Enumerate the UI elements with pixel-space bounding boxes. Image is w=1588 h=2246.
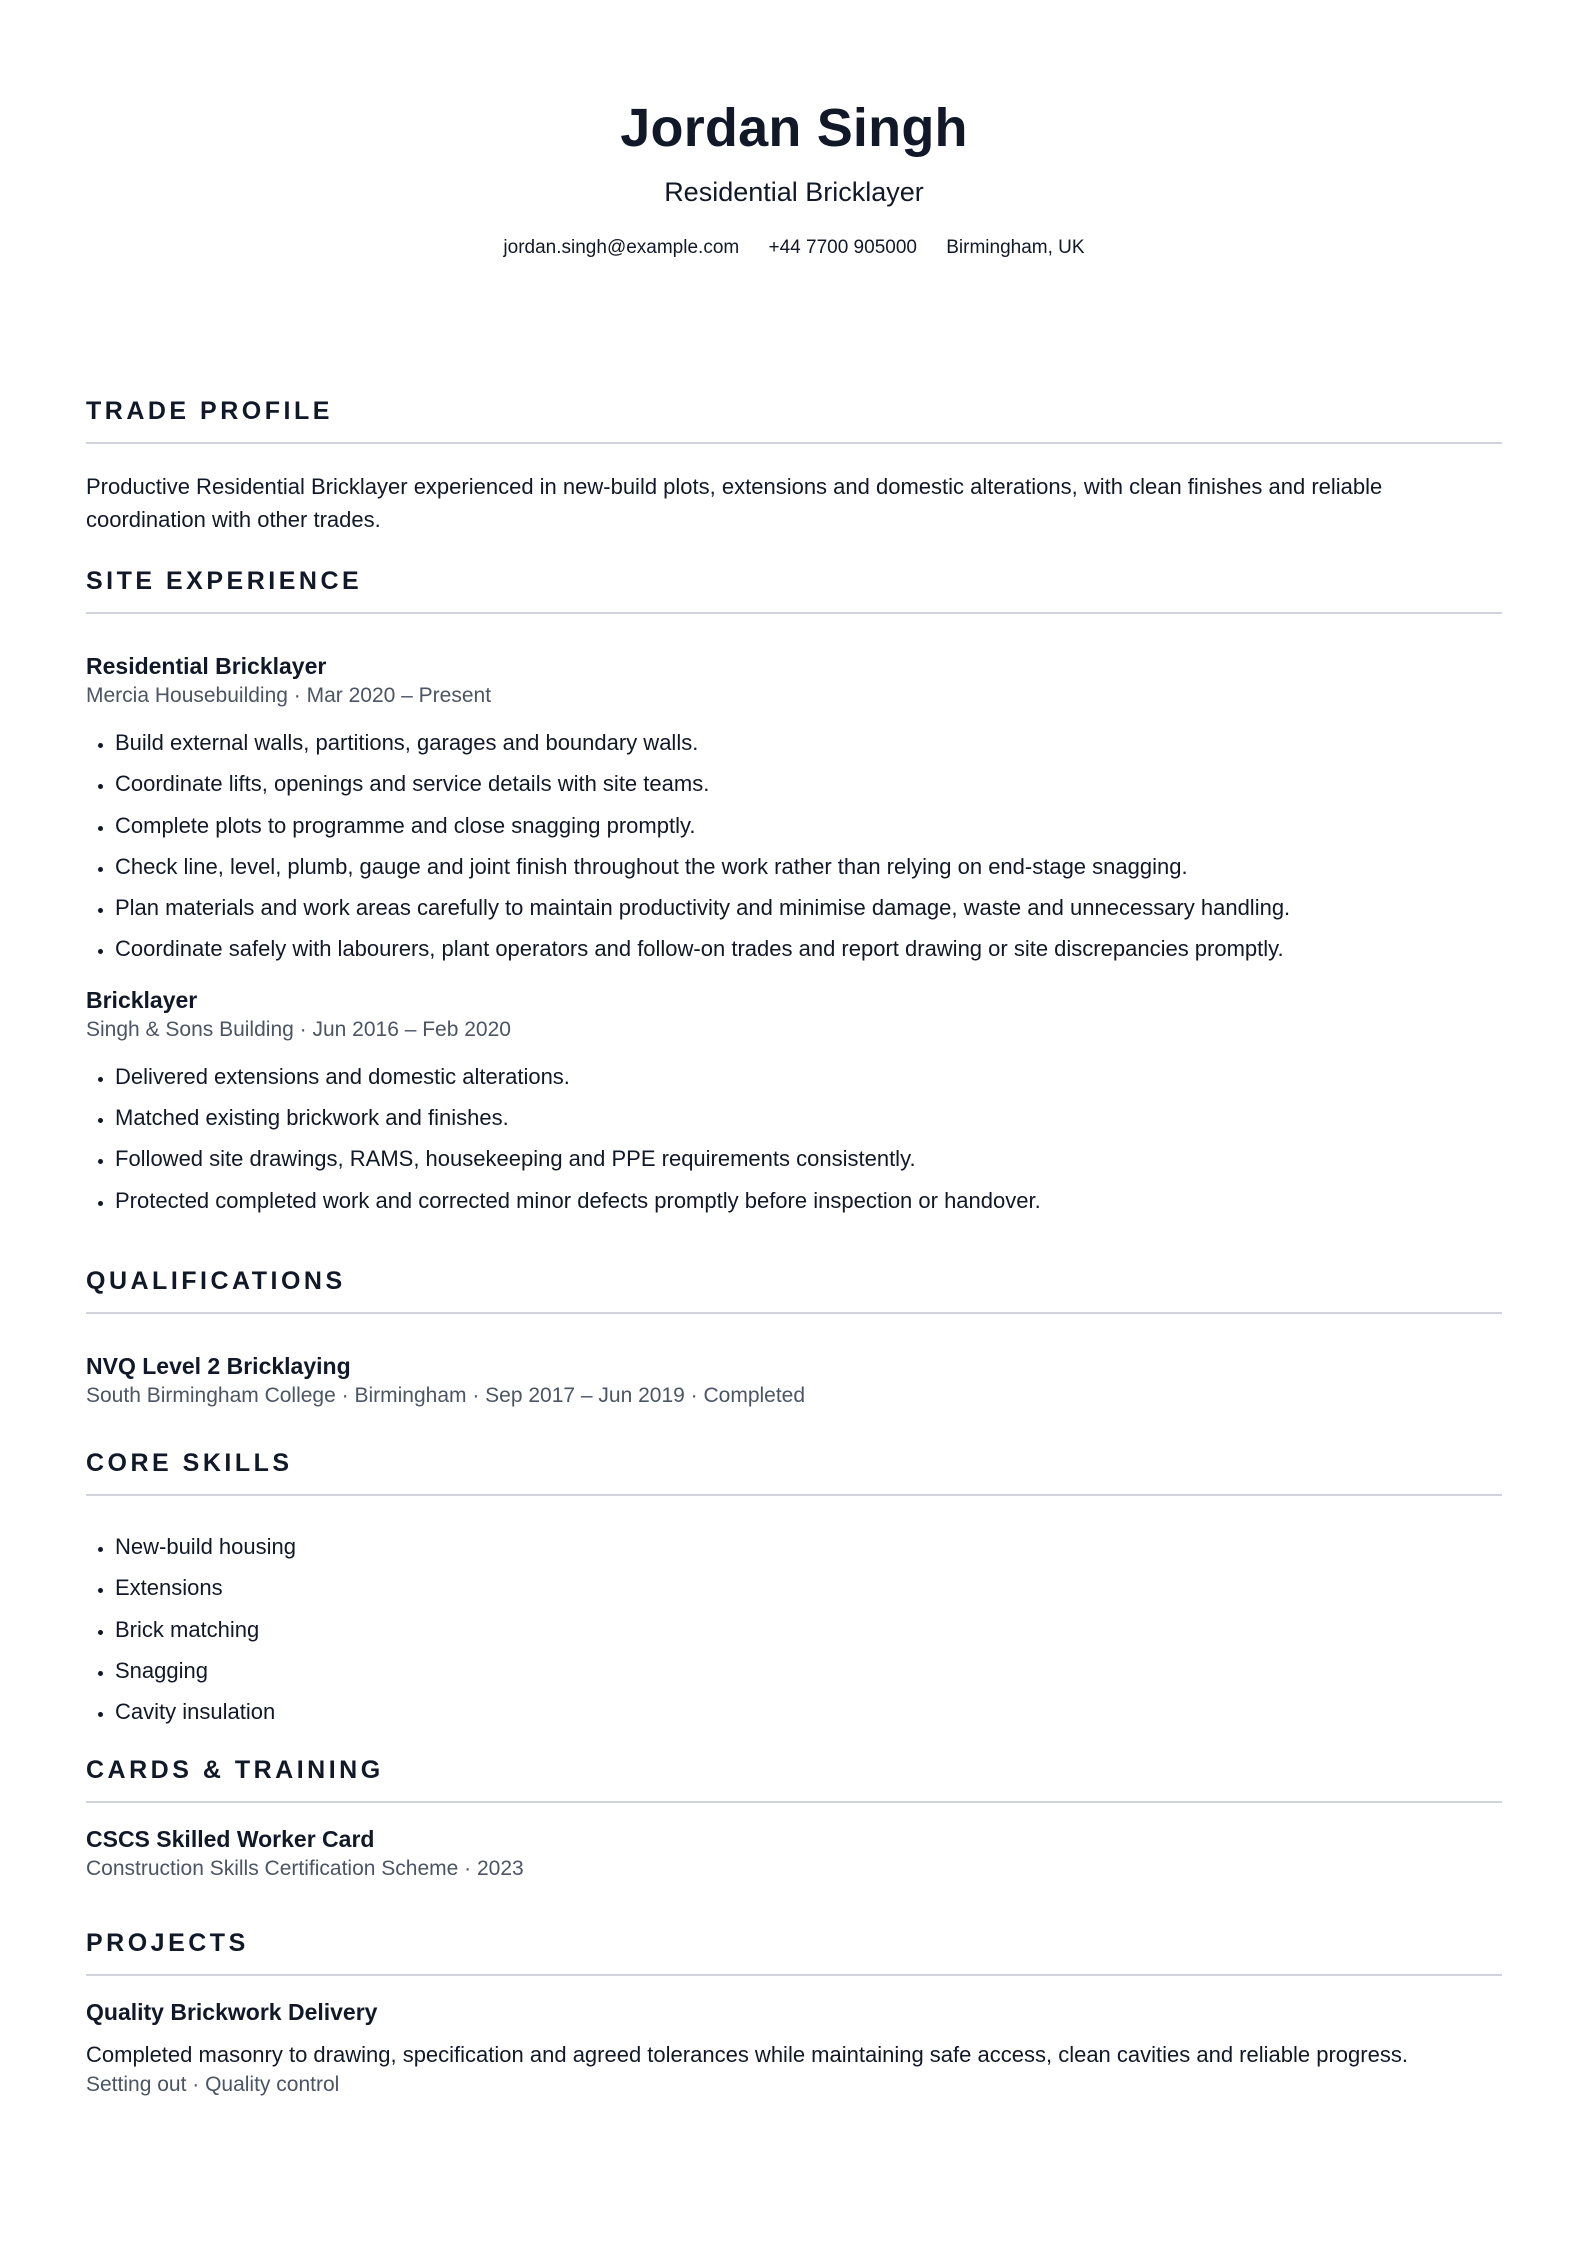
section-qualifications bbox=[86, 1266, 1502, 1410]
list-item: • Protected completed work and corrected minor defects promptly before inspection or handover. bbox=[115, 1180, 1502, 1221]
section-divider bbox=[86, 442, 1502, 444]
candidate-role: Residential Bricklayer bbox=[664, 177, 924, 207]
skill-item: • Cavity insulation bbox=[115, 1691, 1502, 1732]
section-divider bbox=[86, 1801, 1502, 1803]
job-meta: Singh & Sons Building · Jun 2016 – Feb 2020 bbox=[86, 1017, 511, 1041]
list-item: • Check line, level, plumb, gauge and joint finish throughout the work rather than relying on end-stage snagging. bbox=[115, 846, 1502, 887]
project-tags: Setting out · Quality control bbox=[86, 2073, 340, 2096]
list-item: • Matched existing brickwork and finishes. bbox=[115, 1097, 1502, 1138]
contact-phone[interactable]: +44 7700 905000 bbox=[768, 237, 917, 258]
section-site-experience bbox=[86, 566, 1502, 1221]
card-meta: Construction Skills Certification Scheme · 2023 bbox=[86, 1857, 524, 1880]
job-entry bbox=[86, 652, 1502, 970]
list-item: • Complete plots to programme and close snagging promptly. bbox=[115, 805, 1502, 846]
skill-item: • New-build housing bbox=[115, 1526, 1502, 1567]
list-item: • Delivered extensions and domestic alterations. bbox=[115, 1056, 1502, 1097]
job-entry bbox=[86, 986, 1502, 1221]
profile-summary: Productive Residential Bricklayer experienced in new-build plots, extensions and domestic alterations, with clean finishes and reliable coordination with other trades. bbox=[86, 474, 1383, 532]
skill-item: • Snagging bbox=[115, 1650, 1502, 1691]
card-title: CSCS Skilled Worker Card bbox=[86, 1826, 375, 1852]
card-entry bbox=[86, 1825, 1502, 1883]
list-item: • Coordinate lifts, openings and service details with site teams. bbox=[115, 763, 1502, 804]
job-bullets bbox=[86, 722, 1502, 970]
section-title: PROJECTS bbox=[86, 1929, 249, 1957]
list-item: • Plan materials and work areas carefully to maintain productivity and minimise damage, waste and unnecessary handling. bbox=[115, 887, 1502, 928]
section-title: CARDS & TRAINING bbox=[86, 1756, 384, 1784]
qualification-entry bbox=[86, 1352, 1502, 1410]
section-cards-training bbox=[86, 1755, 1502, 1883]
section-core-skills bbox=[86, 1448, 1502, 1732]
project-title: Quality Brickwork Delivery bbox=[86, 1999, 378, 2025]
contact-email[interactable]: jordan.singh@example.com bbox=[503, 237, 740, 258]
contact-location: Birmingham, UK bbox=[946, 237, 1085, 258]
qualification-title: NVQ Level 2 Bricklaying bbox=[86, 1353, 351, 1379]
candidate-name: Jordan Singh bbox=[620, 98, 968, 158]
project-entry bbox=[86, 1998, 1502, 2099]
section-title: CORE SKILLS bbox=[86, 1449, 293, 1477]
section-projects bbox=[86, 1928, 1502, 2099]
job-title: Bricklayer bbox=[86, 986, 198, 1013]
section-divider bbox=[86, 1494, 1502, 1496]
section-trade-profile bbox=[86, 396, 1502, 536]
list-item: • Followed site drawings, RAMS, housekeeping and PPE requirements consistently. bbox=[115, 1138, 1502, 1179]
section-divider bbox=[86, 1312, 1502, 1314]
job-meta: Mercia Housebuilding · Mar 2020 – Present bbox=[86, 684, 492, 707]
skill-item: • Extensions bbox=[115, 1567, 1502, 1608]
qualification-meta: South Birmingham College · Birmingham · Sep 2017 – Jun 2019 · Completed bbox=[86, 1384, 806, 1407]
job-title: Residential Bricklayer bbox=[86, 653, 327, 679]
project-description: Completed masonry to drawing, specification and agreed tolerances while maintaining safe access, clean cavities and reliable progress. bbox=[86, 2042, 1408, 2067]
section-title: TRADE PROFILE bbox=[86, 397, 333, 425]
contact-line bbox=[86, 236, 1502, 260]
list-item: • Coordinate safely with labourers, plant operators and follow-on trades and report drawing or site discrepancies promptly. bbox=[115, 928, 1502, 969]
list-item: • Build external walls, partitions, garages and boundary walls. bbox=[115, 722, 1502, 763]
section-title: SITE EXPERIENCE bbox=[86, 567, 363, 595]
section-title: QUALIFICATIONS bbox=[86, 1267, 346, 1295]
resume-header bbox=[86, 0, 1502, 260]
skills-list bbox=[86, 1526, 1502, 1732]
skill-item: • Brick matching bbox=[115, 1609, 1502, 1650]
job-bullets bbox=[86, 1056, 1502, 1221]
section-divider bbox=[86, 612, 1502, 614]
section-divider bbox=[86, 1974, 1502, 1976]
